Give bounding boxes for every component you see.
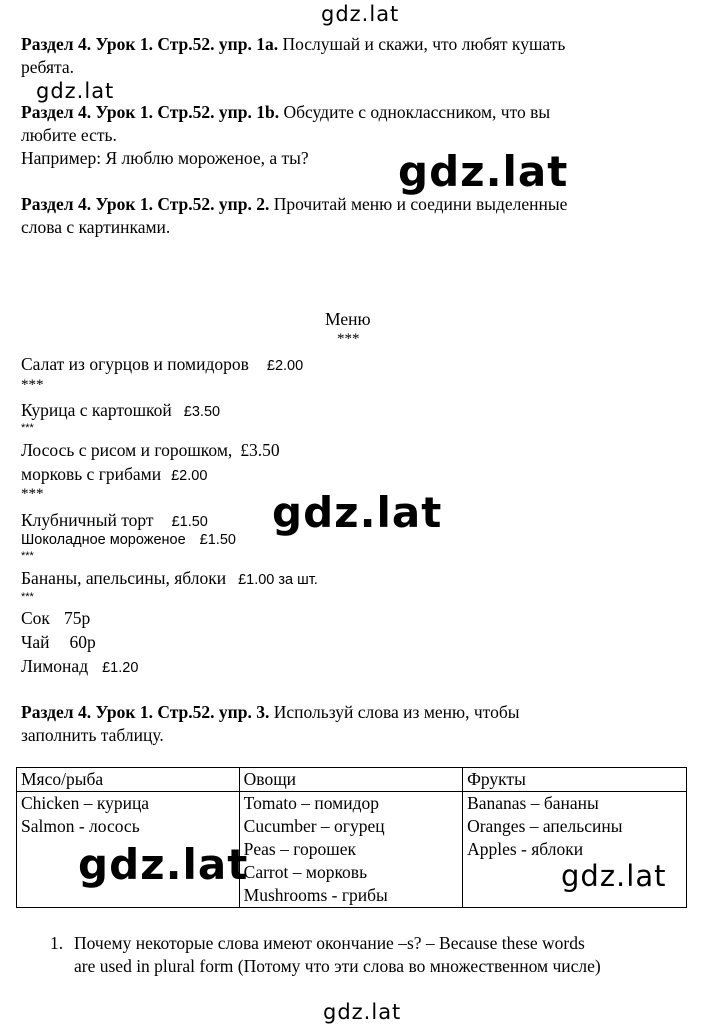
menu-item-price: £1.00 за шт. [238,572,318,588]
menu-item-price: £1.20 [102,660,139,676]
menu-item [21,399,220,424]
menu-item-price: £3.50 [183,404,221,420]
list-item: Oranges – апельсины [467,816,623,836]
exercise-heading: Раздел 4. Урок 1. Стр.52. упр. 1b. [21,102,280,122]
menu-separator: *** [21,377,44,393]
menu-item-name: Салат из огурцов и помидоров [21,354,249,374]
exercise-text: любите есть. [21,125,117,145]
exercise-heading: Раздел 4. Урок 1. Стр.52. упр. 3. [21,702,270,722]
exercise-text: Используй слова из меню, чтобы [269,702,520,722]
exercise-2 [21,193,701,239]
question-line: Почему некоторые слова имеют окончание –s? – Because these words [74,933,585,953]
menu-item [21,655,138,680]
table-header-meat: Мясо/рыба [17,768,240,792]
list-item: Chicken – курица [21,793,150,813]
watermark-big: gdz.lat [272,488,443,537]
watermark-small: gdz.lat [36,79,115,103]
menu-item-price: £3.50 [240,440,280,460]
list-item: Bananas – бананы [467,793,599,813]
menu-item-name: морковь с грибами [21,464,162,484]
menu-item-price: £1.50 [199,532,236,548]
menu-item [21,439,280,462]
table-header-fruits: Фрукты [463,768,687,792]
question-line: are used in plural form (Потому что эти слова во множественном числе) [74,956,601,976]
menu-item [21,607,90,630]
table-header-row [17,768,687,792]
list-item: Tomato – помидор [243,793,379,813]
menu-item [21,463,207,488]
menu-item [21,631,96,654]
exercise-text: слова с картинками. [21,217,171,237]
watermark-bottom: gdz.lat [323,1000,402,1024]
menu-title-stars: *** [337,331,360,347]
question-text [74,932,704,978]
table-header-vegetables: Овощи [239,768,462,792]
list-item: Salmon - лосось [21,816,140,836]
list-item: Peas – горошек [243,839,356,859]
menu-item-price: 75р [63,608,91,628]
menu-separator: *** [21,550,34,562]
exercise-text: ребята. [21,57,75,77]
question-number: 1. [50,933,64,953]
exercise-1a [21,33,701,79]
watermark-big: gdz.lat [398,147,569,196]
menu-title: Меню [325,309,371,329]
menu-item [21,531,236,549]
menu-item-price: £1.50 [171,514,208,530]
exercise-text: Послушай и скажи, что любят кушать [278,34,566,54]
exercise-text: заполнить таблицу. [21,725,164,745]
table-cell-vegetables [239,792,462,908]
menu-separator: *** [21,422,34,434]
menu-item-name: Курица с картошкой [21,400,172,420]
menu-item [21,567,318,592]
exercise-text: Прочитай меню и соедини выделенные [269,194,568,214]
menu-item-price: £2.00 [266,358,304,374]
exercise-1b [21,101,701,170]
exercise-heading: Раздел 4. Урок 1. Стр.52. упр. 2. [21,194,270,214]
menu-separator: *** [21,591,34,603]
list-item: Cucumber – огурец [243,816,385,836]
menu-item-price: £2.00 [171,468,208,484]
watermark-top: gdz.lat [321,2,400,26]
watermark-big: gdz.lat [78,840,249,889]
menu-item-price: 60р [69,632,96,652]
menu-item-name: Лосось с рисом и горошком, [21,440,233,460]
list-item: Apples - яблоки [467,839,584,859]
menu-item-name: Бананы, апельсины, яблоки [21,568,227,588]
exercise-3 [21,701,701,747]
menu-item-name: Лимонад [21,656,89,676]
menu-item-name: Чай [21,632,50,652]
watermark-medium: gdz.lat [561,859,667,893]
menu-item-name: Сок [21,608,50,628]
list-item: Carrot – морковь [243,862,368,882]
menu-separator: *** [21,486,44,502]
exercise-heading: Раздел 4. Урок 1. Стр.52. упр. 1a. [21,34,279,54]
exercise-text: Обсудите с одноклассником, что вы [279,102,551,122]
menu-item-name: Клубничный торт [21,510,154,530]
exercise-example: Например: Я люблю мороженое, а ты? [21,148,309,168]
menu-item-name: Шоколадное мороженое [21,532,186,548]
list-item: Mushrooms - грибы [243,885,388,905]
menu-item [21,353,303,378]
